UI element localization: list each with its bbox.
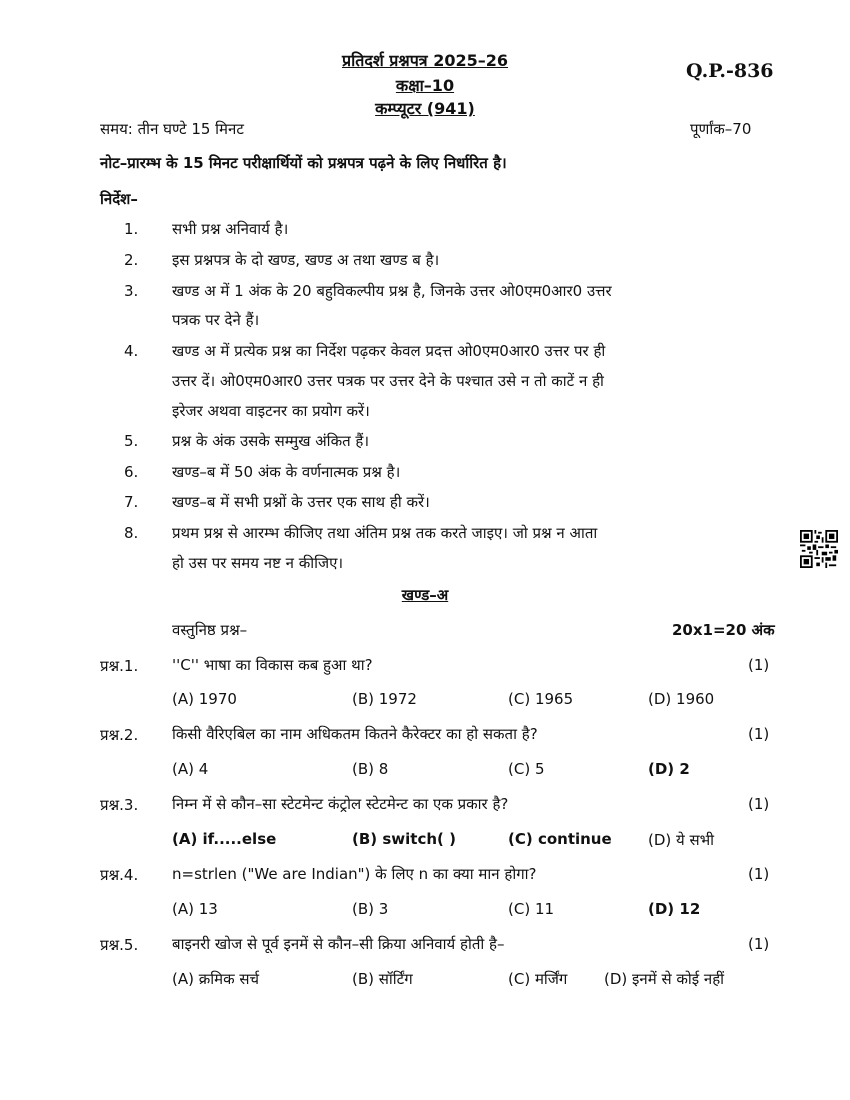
option-b: (B) 8 [352,760,389,778]
question-text: n=strlen ("We are Indian") के लिए n का क्या मान होगा? [172,865,537,883]
question-marks: (1) [748,795,770,813]
instruction-text: खण्ड अ में प्रत्येक प्रश्न का निर्देश पढ़कर केवल प्रदत्त ओ0एम0आर0 उत्तर पर ही [172,342,606,360]
option-a: (A) क्रमिक सर्च [172,970,260,988]
question-text: निम्न में से कौन–सा स्टेटमेन्ट कंट्रोल स्टेटमेन्ट का एक प्रकार है? [172,795,509,813]
instruction-text: हो उस पर समय नष्ट न कीजिए। [172,554,344,572]
option-b: (B) 3 [352,900,389,918]
instruction-text: इरेजर अथवा वाइटनर का प्रयोग करें। [172,402,370,420]
question-number: प्रश्न.2. [100,726,139,744]
instruction-number: 3. [124,282,139,300]
instruction-text: सभी प्रश्न अनिवार्य है। [172,220,289,238]
question-number: प्रश्न.3. [100,796,139,814]
instruction-text: खण्ड–ब में 50 अंक के वर्णनात्मक प्रश्न है। [172,463,401,481]
reading-time-note: नोट–प्रारम्भ के 15 मिनट परीक्षार्थियों को प्रश्नपत्र पढ़ने के लिए निर्धारित है। [100,154,507,172]
instructions-heading: निर्देश– [100,190,138,208]
objective-heading: वस्तुनिष्ठ प्रश्न– [172,621,248,639]
question-text: किसी वैरिएबिल का नाम अधिकतम कितने कैरेक्टर का हो सकता है? [172,725,538,743]
option-b: (B) switch( ) [352,830,456,848]
option-b: (B) 1972 [352,690,417,708]
question-text: बाइनरी खोज से पूर्व इनमें से कौन–सी क्रिया अनिवार्य होती है– [172,935,505,953]
question-marks: (1) [748,656,770,674]
question-number: प्रश्न.4. [100,866,139,884]
instruction-number: 2. [124,251,139,269]
class-label: कक्षा–10 [395,76,455,95]
instruction-number: 7. [124,493,139,511]
instruction-number: 8. [124,524,139,542]
option-d: (D) 12 [648,900,701,918]
instruction-text: खण्ड अ में 1 अंक के 20 बहुविकल्पीय प्रश्न है, जिनके उत्तर ओ0एम0आर0 उत्तर [172,282,612,300]
time-allowed: समय: तीन घण्टे 15 मिनट [100,120,244,138]
objective-marks: 20x1=20 अंक [672,621,775,639]
max-marks: पूर्णांक–70 [690,120,752,138]
paper-title: प्रतिदर्श प्रश्नपत्र 2025–26 [341,51,509,70]
option-c: (C) continue [508,830,612,848]
option-c: (C) 5 [508,760,545,778]
question-text: ''C'' भाषा का विकास कब हुआ था? [172,656,373,674]
instruction-number: 6. [124,463,139,481]
question-marks: (1) [748,725,770,743]
section-title: खण्ड–अ [401,586,449,604]
instruction-number: 1. [124,220,139,238]
option-d: (D) इनमें से कोई नहीं [604,970,725,988]
instruction-number: 5. [124,432,139,450]
option-c: (C) 1965 [508,690,574,708]
qr-code-icon [800,530,838,568]
question-number: प्रश्न.1. [100,657,139,675]
subject-label: कम्प्यूटर (941) [375,99,475,118]
instruction-text: प्रथम प्रश्न से आरम्भ कीजिए तथा अंतिम प्रश्न तक करते जाइए। जो प्रश्न न आता [172,524,598,542]
option-d: (D) ये सभी [648,831,715,849]
option-c: (C) 11 [508,900,555,918]
instruction-number: 4. [124,342,139,360]
option-a: (A) if.....else [172,830,277,848]
question-paper-code: Q.P.-836 [686,60,774,82]
instruction-text: प्रश्न के अंक उसके सम्मुख अंकित हैं। [172,432,370,450]
question-marks: (1) [748,865,770,883]
option-a: (A) 13 [172,900,218,918]
option-d: (D) 1960 [648,690,715,708]
option-b: (B) सॉर्टिंग [352,970,413,988]
option-c: (C) मर्जिंग [508,970,568,988]
instruction-text: इस प्रश्नपत्र के दो खण्ड, खण्ड अ तथा खण्ड ब है। [172,251,440,269]
option-a: (A) 1970 [172,690,237,708]
instruction-text: खण्ड–ब में सभी प्रश्नों के उत्तर एक साथ ही करें। [172,493,430,511]
question-number: प्रश्न.5. [100,936,139,954]
question-marks: (1) [748,935,770,953]
instruction-text: पत्रक पर देने हैं। [172,311,260,329]
option-d: (D) 2 [648,760,690,778]
instruction-text: उत्तर दें। ओ0एम0आर0 उत्तर पत्रक पर उत्तर देने के पश्चात उसे न तो काटें न ही [172,372,604,390]
option-a: (A) 4 [172,760,209,778]
